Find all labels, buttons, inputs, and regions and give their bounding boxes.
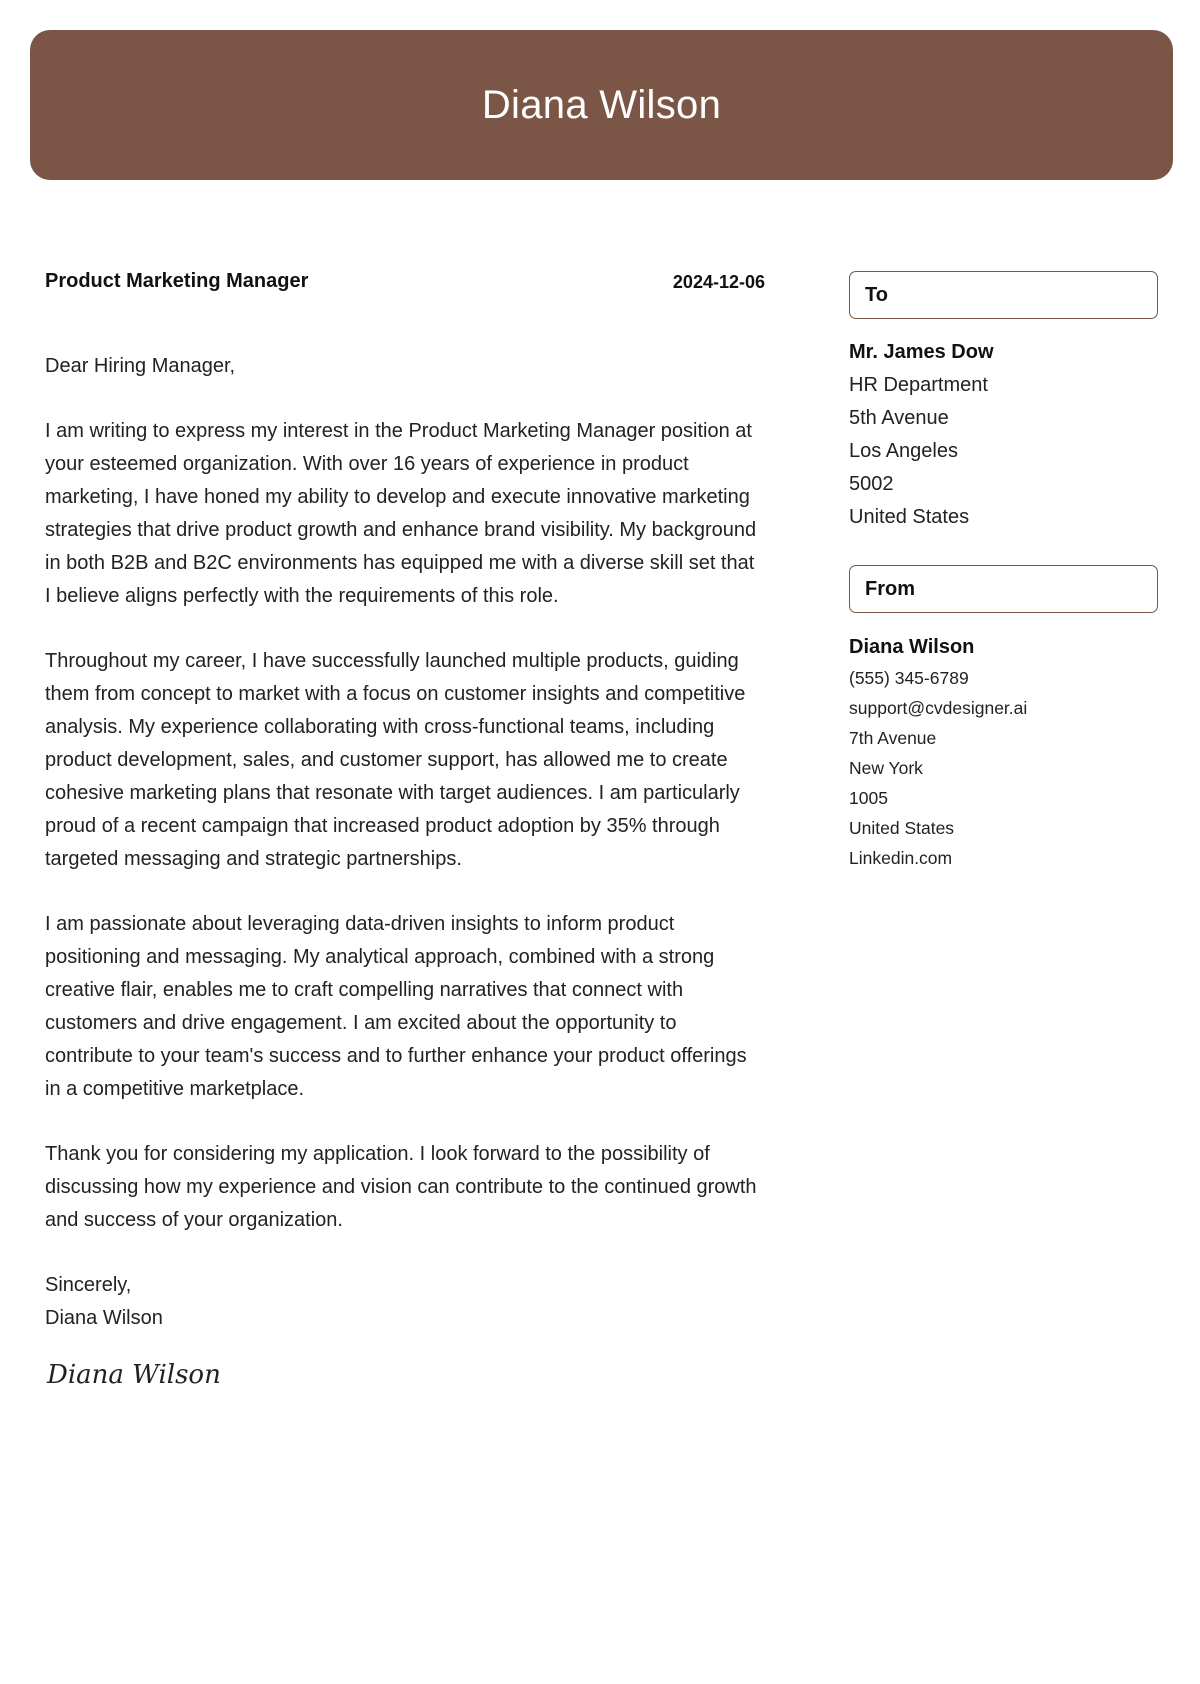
letter-body: [45, 350, 765, 1237]
sender-email: support@cvdesigner.ai: [849, 698, 1028, 718]
handwritten-signature: [45, 1353, 765, 1393]
salutation: Dear Hiring Manager,: [45, 355, 236, 377]
recipient-country: United States: [849, 506, 970, 528]
closing-phrase: Sincerely,: [45, 1274, 132, 1296]
header-banner: [30, 30, 1173, 180]
recipient-department: HR Department: [849, 374, 988, 396]
signature-graphic: [45, 1353, 265, 1393]
to-label-box: [849, 271, 1158, 319]
header-name: Diana Wilson: [481, 82, 722, 127]
address-sidebar: [849, 271, 1158, 873]
sender-country: United States: [849, 818, 955, 838]
recipient-postal: 5002: [849, 473, 894, 495]
sender-phone: (555) 345-6789: [849, 668, 969, 688]
letter-title-row: [45, 270, 765, 310]
letter-date: 2024-12-06: [672, 272, 765, 292]
body-paragraph-4: Thank you for considering my application. I look forward to the possibility of discussing how my experience and vision can contribute to the continued growth and success of your organization.: [45, 1143, 757, 1231]
body-paragraph-1: I am writing to express my interest in the Product Marketing Manager position at your esteemed organization. With over 16 years of experience in product marketing, I have honed my ability to develop and execute innovative marketing strategies that drive product growth and enhance brand visibility. My background in both B2B and B2C environments has equipped me with a diverse skill set that I believe aligns perfectly with the requirements of this role.: [45, 420, 757, 607]
sender-website: Linkedin.com: [849, 848, 953, 868]
sender-street: 7th Avenue: [849, 728, 937, 748]
signer-name: Diana Wilson: [45, 1307, 163, 1329]
recipient-name: Mr. James Dow: [849, 341, 994, 363]
job-title: Product Marketing Manager: [45, 270, 309, 292]
body-paragraph-3: I am passionate about leveraging data-driven insights to inform product positioning and messaging. My analytical approach, combined with a strong creative flair, enables me to craft compelling narratives that connect with customers and drive engagement. I am excited about the opportunity to contribute to your team's success and to further enhance your product offerings in a competitive marketplace.: [45, 913, 747, 1100]
sender-address: [849, 631, 1158, 873]
letter-column: [45, 270, 765, 1393]
to-label: To: [865, 283, 888, 306]
recipient-address: [849, 336, 1158, 534]
from-label-box: [849, 565, 1158, 613]
closing-block: [45, 1269, 765, 1335]
sender-name: Diana Wilson: [849, 636, 975, 658]
body-paragraph-2: Throughout my career, I have successfully launched multiple products, guiding them from concept to market with a focus on customer insights and competitive analysis. My experience collaborating with cross-functional teams, including product development, sales, and customer support, has allowed me to create cohesive marketing plans that resonate with target audiences. I am particularly proud of a recent campaign that increased product adoption by 35% through targeted messaging and strategic partnerships.: [45, 650, 746, 870]
signature-text: Diana Wilson: [47, 1360, 221, 1390]
sender-city: New York: [849, 758, 923, 778]
from-label: From: [865, 577, 915, 600]
sender-postal: 1005: [849, 788, 888, 808]
recipient-street: 5th Avenue: [849, 407, 949, 429]
recipient-city: Los Angeles: [849, 440, 958, 462]
